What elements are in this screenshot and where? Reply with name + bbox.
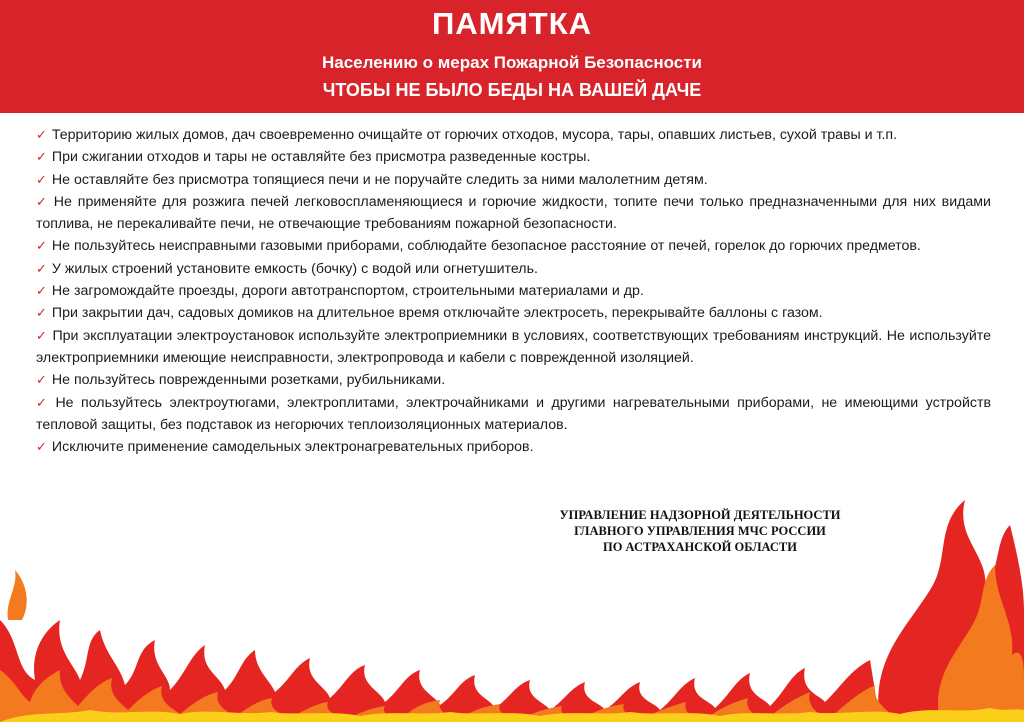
check-mark-icon: ✓: [36, 149, 47, 165]
list-item: [36, 280, 991, 302]
rule-text: При закрытии дач, садовых домиков на длительное время отключайте электросеть, перекрывайте баллоны с газом.: [51, 305, 823, 322]
header-banner: [0, 0, 1024, 113]
signature-line: ПО АСТРАХАНСКОЙ ОБЛАСТИ: [602, 540, 797, 554]
rule-text: Не применяйте для розжига печей легковоспламеняющиеся и горючие жидкости, топите печи только предназначенными для них видами топлива, не перекаливайте печи, не отвечающие требованиям пожарной безопасности.: [36, 193, 991, 233]
list-item: [36, 302, 991, 324]
rule-text: При эксплуатации электроустановок используйте электроприемники в условиях, соответствующих требованиям инструкций. Не используйте электроприемники имеющие неисправности, электропровода и кабели с поврежденной изоляцией.: [36, 327, 991, 366]
list-item: [36, 436, 991, 458]
rule-text: При сжигании отходов и тары не оставляйте без присмотра разведенные костры.: [51, 149, 591, 166]
check-mark-icon: ✓: [36, 238, 47, 254]
flame-shape: [8, 570, 27, 620]
list-item: [36, 325, 991, 370]
check-mark-icon: ✓: [36, 260, 47, 276]
list-item: [36, 169, 991, 191]
rule-text: Не пользуйтесь поврежденными розетками, рубильниками.: [51, 372, 446, 389]
list-item: [36, 124, 991, 146]
signature-block: [520, 507, 880, 555]
rule-text: Не загромождайте проезды, дороги автотранспортом, строительными материалами и др.: [51, 283, 644, 300]
signature-line: УПРАВЛЕНИЕ НАДЗОРНОЙ ДЕЯТЕЛЬНОСТИ: [559, 508, 841, 522]
list-item: [36, 369, 991, 391]
page-subtitle: Населению о мерах Пожарной Безопасности: [321, 53, 702, 72]
check-mark-icon: ✓: [36, 127, 47, 142]
check-mark-icon: ✓: [36, 372, 47, 388]
safety-rules-list: [36, 124, 991, 458]
signature-line: ГЛАВНОГО УПРАВЛЕНИЯ МЧС РОССИИ: [574, 524, 826, 538]
check-mark-icon: ✓: [36, 193, 49, 209]
list-item: [36, 146, 991, 168]
check-mark-icon: ✓: [36, 283, 47, 299]
list-item: [36, 258, 991, 280]
list-item: [36, 392, 991, 437]
rule-text: Не пользуйтесь электроутюгами, электроплитами, электрочайниками и другими нагревательными приборами, не имеющими устройств тепловой защиты, без подставок из негорючих теплоизоляционных материалов.: [36, 394, 991, 433]
check-mark-icon: ✓: [36, 439, 47, 455]
rule-text: Не оставляйте без присмотра топящиеся печи и не поручайте следить за ними малолетним детям.: [51, 171, 708, 188]
page-title: ПАМЯТКА: [431, 6, 593, 41]
rule-text: У жилых строений установите емкость (бочку) с водой или огнетушитель.: [51, 260, 538, 277]
list-item: [36, 191, 991, 236]
check-mark-icon: ✓: [36, 394, 51, 410]
check-mark-icon: ✓: [36, 327, 48, 343]
page-slogan: ЧТОБЫ НЕ БЫЛО БЕДЫ НА ВАШЕЙ ДАЧЕ: [322, 80, 702, 100]
rule-text: Территорию жилых домов, дач своевременно очищайте от горючих отходов, мусора, тары, опавших листьев, сухой травы и т.п.: [51, 127, 898, 143]
list-item: [36, 235, 991, 257]
rule-text: Не пользуйтесь неисправными газовыми приборами, соблюдайте безопасное расстояние от печей, горелок до горючих предметов.: [51, 238, 921, 255]
check-mark-icon: ✓: [36, 305, 47, 321]
rule-text: Исключите применение самодельных электронагревательных приборов.: [51, 439, 534, 456]
check-mark-icon: ✓: [36, 171, 47, 187]
